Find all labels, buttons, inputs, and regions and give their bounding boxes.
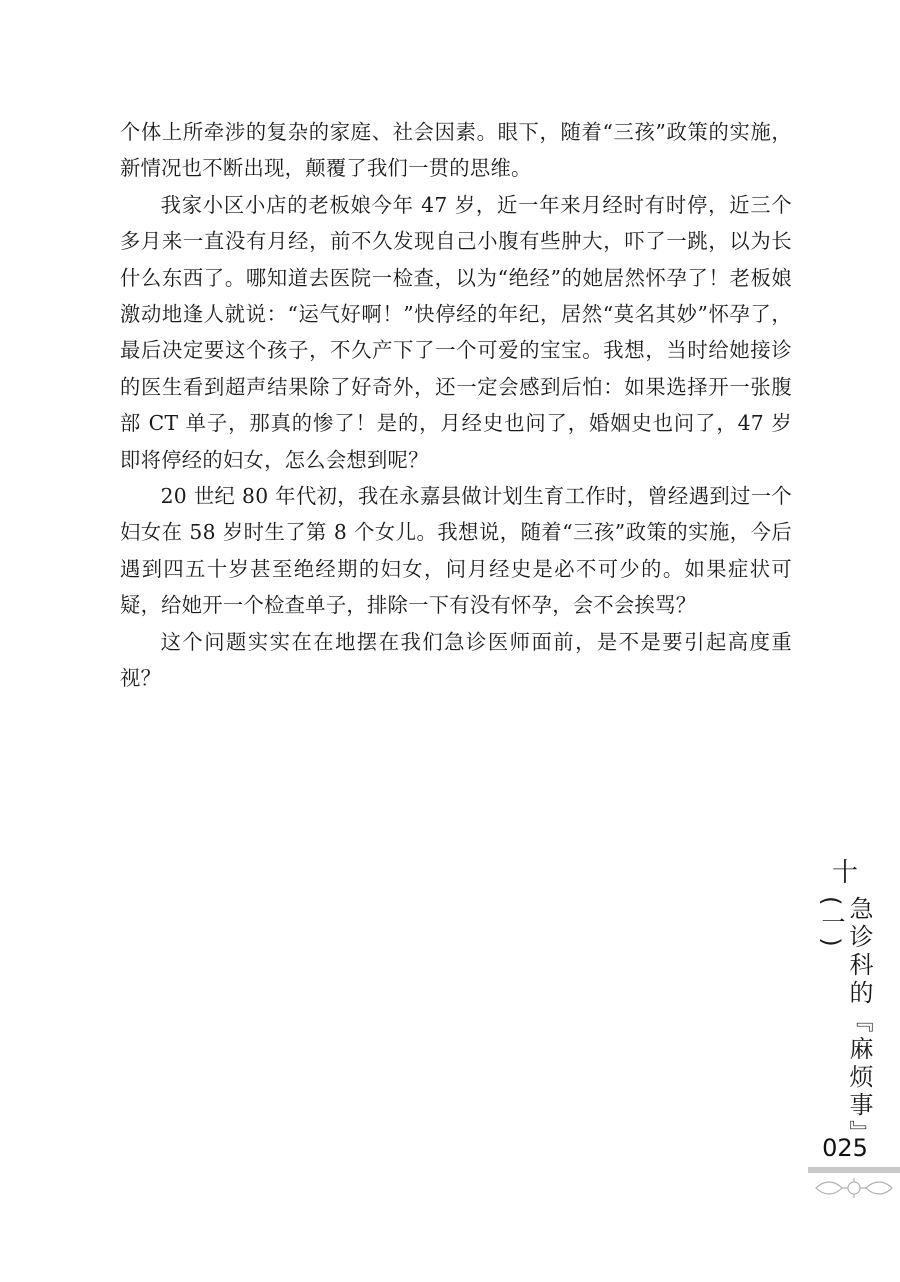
paragraph-1: 个体上所牵涉的复杂的家庭、社会因素。眼下，随着“三孩”政策的实施，新情况也不断出现，颠覆了我们一贯的思维。	[120, 120, 792, 181]
page-number: 025	[822, 1134, 868, 1162]
chapter-title: 急诊科的『麻烦事』(一)	[817, 896, 873, 1148]
page-number-rule	[808, 1167, 900, 1173]
body-text	[120, 114, 792, 697]
paragraph-2: 我家小区小店的老板娘今年 47 岁，近一年来月经时有时停，近三个多月来一直没有月经，前不久发现自己小腹有些肿大，吓了一跳，以为长什么东西了。哪知道去医院一检查，以为“绝经”的她居然怀孕了！老板娘激动地逢人就说：“运气好啊！”快停经的年纪，居然“莫名其妙”怀孕了，最后决定要这个孩子，不久产下了一个可爱的宝宝。我想，当时给她接诊的医生看到超声结果除了好奇外，还一定会感到后怕：如果选择开一张腹部 CT 单子，那真的惨了！是的，月经史也问了，婚姻史也问了，47 岁即将停经的妇女，怎么会想到呢？	[120, 192, 792, 472]
flourish-ornament-icon	[812, 1176, 896, 1200]
paragraph-4: 这个问题实实在在地摆在我们急诊医师面前，是不是要引起高度重视？	[120, 629, 792, 691]
chapter-number: 十	[831, 858, 858, 888]
paragraph-3: 20 世纪 80 年代初，我在永嘉县做计划生育工作时，曾经遇到过一个妇女在 58 岁时生了第 8 个女儿。我想说，随着“三孩”政策的实施，今后遇到四五十岁甚至绝经期的妇女，问月经史是必不可少的。如果症状可疑，给她开一个检查单子，排除一下有没有怀孕，会不会挨骂？	[120, 484, 792, 618]
